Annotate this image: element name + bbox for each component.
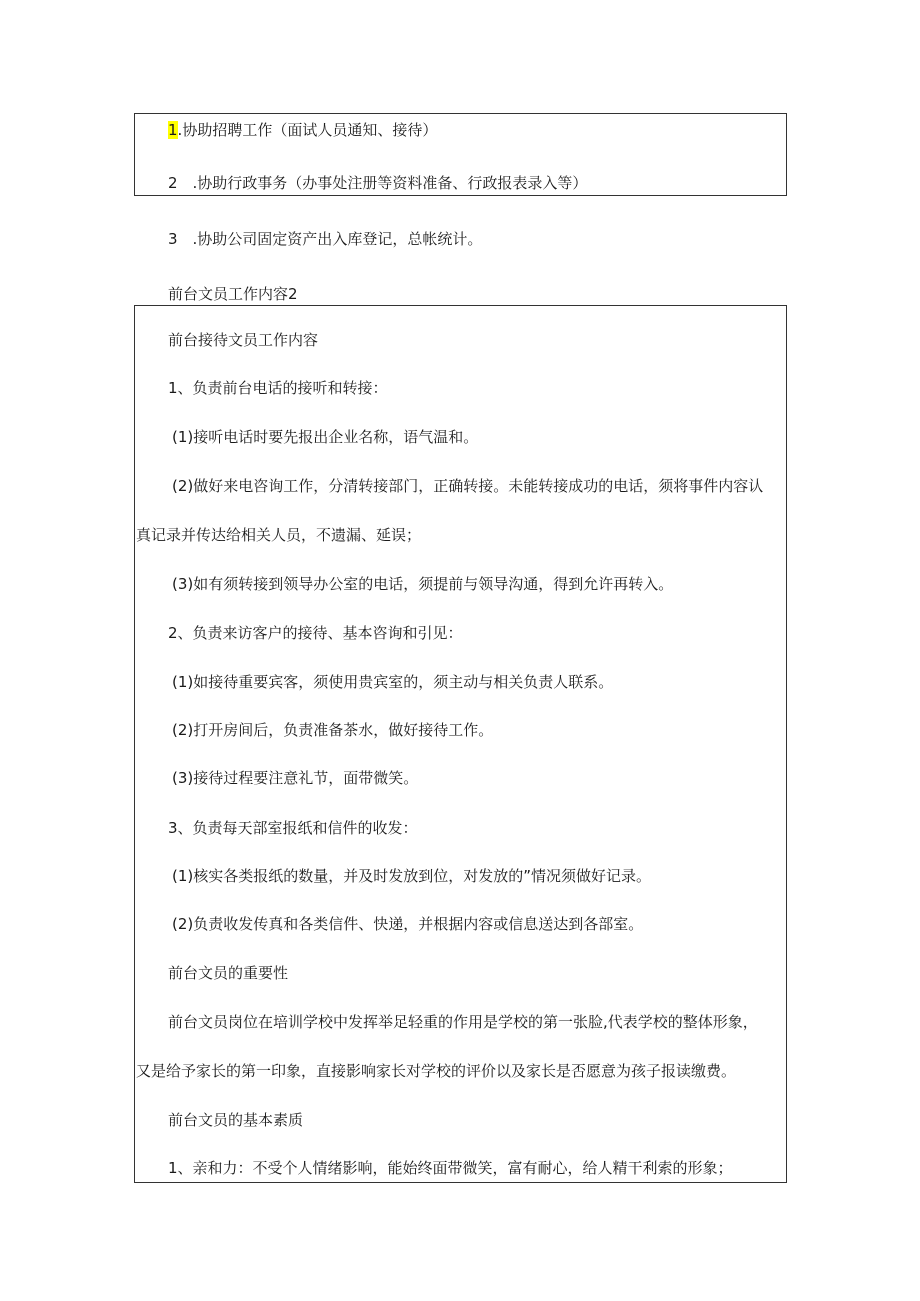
paragraph: (1)接听电话时要先报出企业名称，语气温和。 [172, 428, 479, 446]
paragraph: (1)如接待重要宾客，须使用贵宾室的，须主动与相关负责人联系。 [172, 673, 614, 691]
paragraph: (3)如有须转接到领导办公室的电话，须提前与领导沟通，得到允许再转入。 [172, 575, 674, 593]
paragraph: (2)负责收发传真和各类信件、快递，并根据内容或信息送达到各部室。 [172, 915, 644, 933]
subheading: 前台文员的基本素质 [168, 1111, 304, 1129]
list-item-1-text: .协助招聘工作（面试人员通知、接待） [177, 121, 438, 139]
paragraph: 前台文员岗位在培训学校中发挥举足轻重的作用是学校的第一张脸,代表学校的整体形象， [168, 1013, 758, 1031]
subheading: 前台文员的重要性 [168, 964, 289, 982]
section-title: 前台文员工作内容2 [168, 285, 298, 303]
paragraph: (2)打开房间后，负责准备茶水，做好接待工作。 [172, 721, 494, 739]
paragraph: (1)核实各类报纸的数量，并及时发放到位，对发放的”情况须做好记录。 [172, 867, 652, 885]
paragraph: (3)接待过程要注意礼节，面带微笑。 [172, 769, 419, 787]
list-item-1-number: 1 [168, 121, 178, 139]
paragraph: 3、负责每天部室报纸和信件的收发： [168, 819, 418, 837]
list-item-1 [168, 120, 437, 140]
list-item-2: 2 .协助行政事务（办事处注册等资料准备、行政报表录入等） [168, 174, 588, 192]
paragraph: 1、亲和力：不受个人情绪影响，能始终面带微笑，富有耐心，给人精干利索的形象； [168, 1159, 733, 1177]
paragraph: 真记录并传达给相关人员，不遗漏、延误； [136, 526, 422, 544]
list-item-3: 3 .协助公司固定资产出入库登记，总帐统计。 [168, 230, 483, 248]
paragraph: 2、负责来访客户的接待、基本咨询和引见： [168, 624, 463, 642]
paragraph: 1、负责前台电话的接听和转接： [168, 379, 388, 397]
main-heading: 前台接待文员工作内容 [168, 331, 319, 349]
paragraph: (2)做好来电咨询工作，分清转接部门，正确转接。未能转接成功的电话，须将事件内容认 [172, 477, 764, 495]
paragraph: 又是给予家长的第一印象，直接影响家长对学校的评价以及家长是否愿意为孩子报读缴费。 [136, 1062, 737, 1080]
